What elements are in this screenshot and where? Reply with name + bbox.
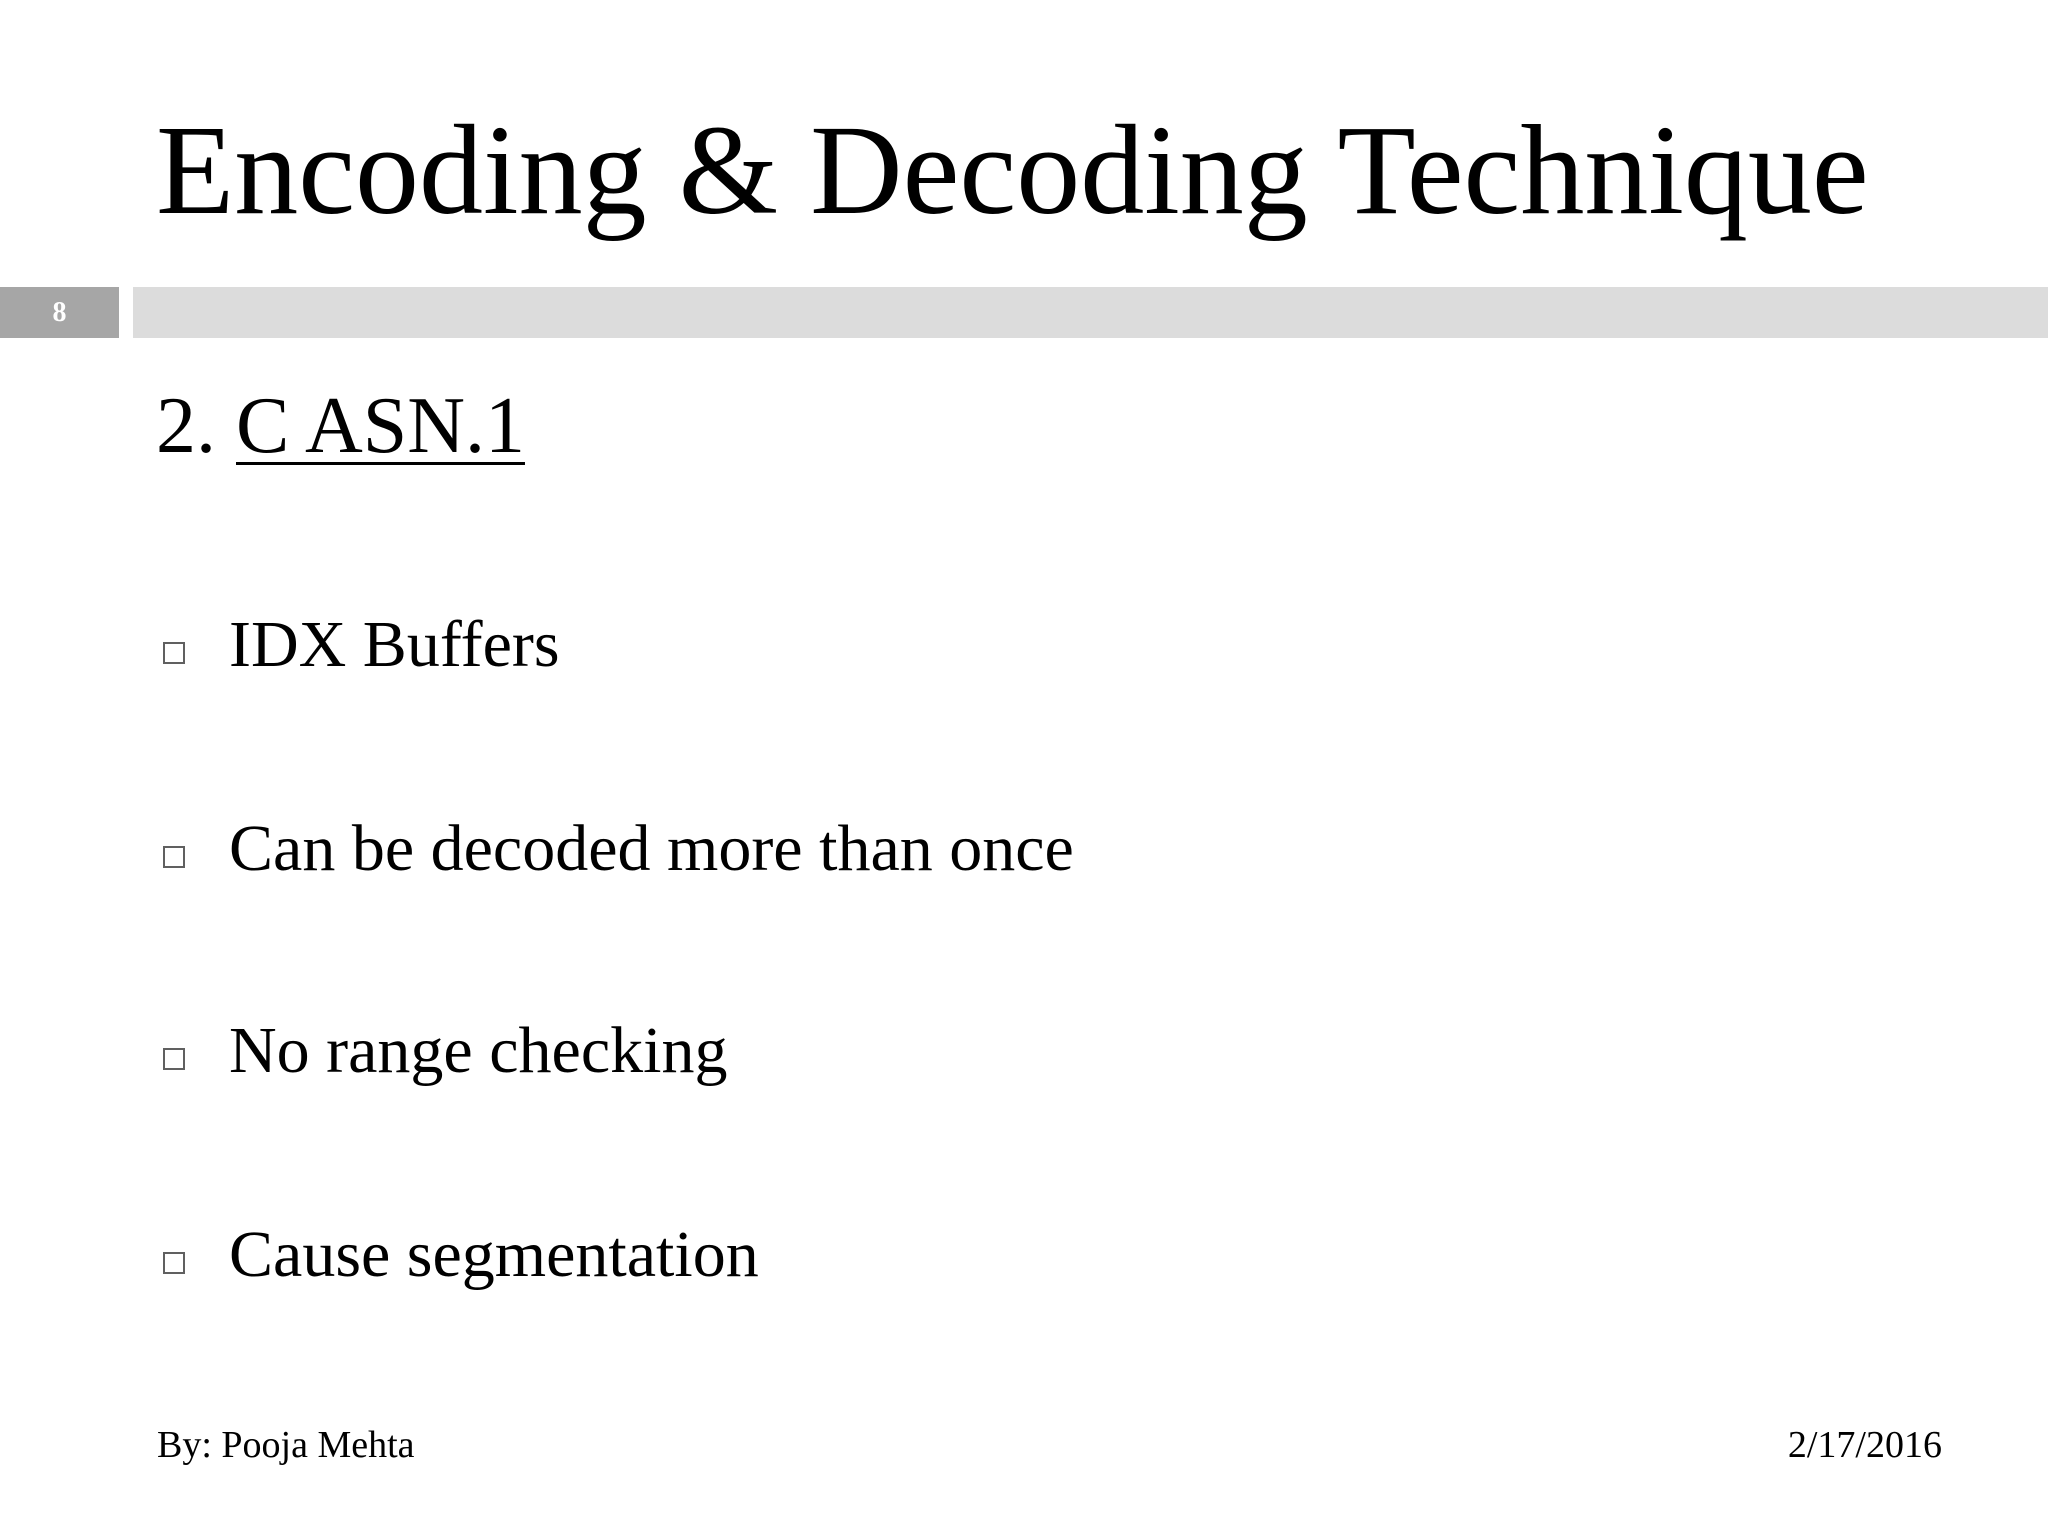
square-bullet-icon: [163, 846, 185, 868]
subheading-prefix: 2.: [156, 382, 236, 470]
bullet-text: Can be decoded more than once: [229, 812, 1074, 885]
header-band: [133, 287, 2048, 338]
bullet-text: No range checking: [229, 1014, 728, 1087]
footer-date: 2/17/2016: [1787, 1424, 1942, 1466]
subheading-underlined: C ASN.1: [236, 382, 525, 470]
slide-number-badge: 8: [0, 287, 119, 338]
subheading: [156, 378, 525, 474]
square-bullet-icon: [163, 642, 185, 664]
bullet-text: Cause segmentation: [229, 1218, 759, 1291]
bullet-text: IDX Buffers: [229, 608, 560, 681]
slide-title: Encoding & Decoding Technique: [156, 99, 1869, 241]
square-bullet-icon: [163, 1252, 185, 1274]
footer-author: By: Pooja Mehta: [157, 1424, 415, 1466]
square-bullet-icon: [163, 1048, 185, 1070]
